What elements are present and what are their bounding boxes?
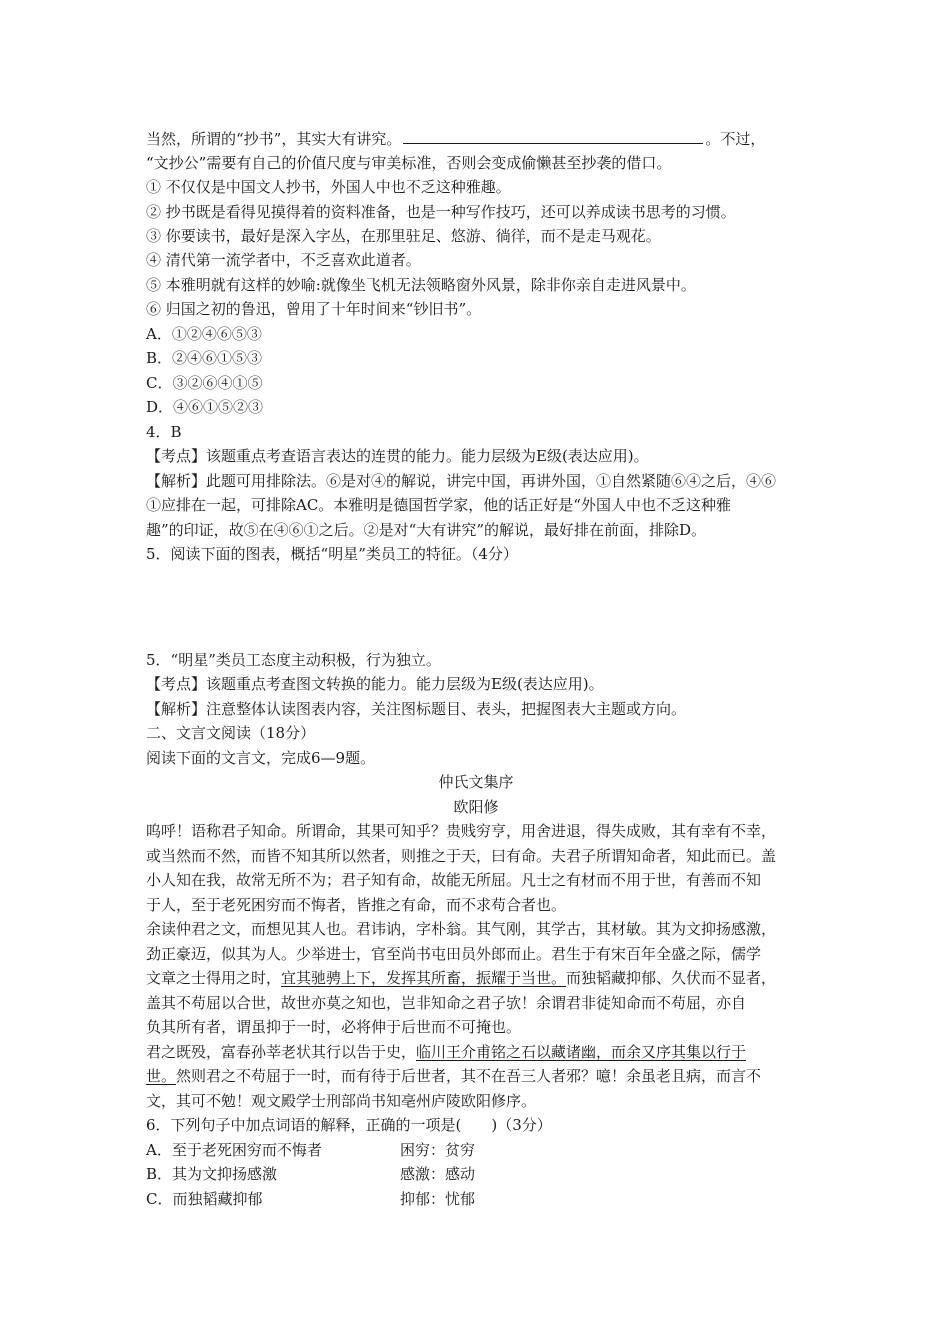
- answer-4-jiexi-1: 【解析】此题可用排除法。⑥是对④的解说，讲完中国，再讲外国，①自然紧随⑥④之后，④⑥: [146, 472, 777, 490]
- q3-sentence-2: ② 抄书既是看得见摸得着的资料准备，也是一种写作技巧，还可以养成读书思考的习惯。: [146, 203, 736, 221]
- q6-option-c: [146, 1187, 806, 1212]
- passage-p1-line-1: 呜呼！语称君子知命。所谓命，其果可知乎？贵贱穷亨，用舍进退，得失成败，其有幸有不幸，: [146, 822, 777, 840]
- passage-p2-line-3-head: 文章之士得用之时，: [146, 969, 282, 987]
- passage-p3-line-2-tail: 然则君之不苟屈于一时，而有待于后世者，其不在吾三人者邪？噫！余虽老且病，而言不: [176, 1067, 762, 1085]
- q3-option-b: B．②④⑥①⑤③: [146, 349, 263, 367]
- passage-p1-line-2: 或当然而不然，而皆不知其所以然者，则推之于天，曰有命。夫君子所谓知命者，知此而已。盖: [146, 847, 777, 865]
- passage-p2-line-3: [146, 966, 806, 991]
- passage-p2-line-4: 盖其不苟屈以合世，故世亦莫之知也，岂非知命之君子欤！余谓君非徒知命而不苟屈，亦自: [146, 994, 747, 1012]
- answer-4: 4．B: [146, 423, 182, 441]
- underlined-sentence-2-end: 世。: [146, 1067, 177, 1085]
- passage-p3-line-1: [146, 1040, 806, 1065]
- passage-author: 欧阳修: [453, 798, 499, 816]
- passage-title: 仲氏文集序: [438, 773, 514, 791]
- answer-4-jiexi-3: 趣”的印证，故⑤在④⑥①之后。②是对“大有讲究”的解说，最好排在前面，排除D。: [146, 521, 707, 539]
- section-2-title: 二、文言文阅读（18分）: [146, 724, 316, 742]
- question-6: 6．下列句子中加点词语的解释，正确的一项是( )（3分）: [146, 1116, 552, 1134]
- question-5: 5．阅读下面的图表，概括“明星”类员工的特征。（4分）: [146, 545, 518, 563]
- q3-sentence-3: ③ 你要读书，最好是深入字丛，在那里驻足、悠游、徜徉，而不是走马观花。: [146, 227, 661, 245]
- fill-in-blank: [403, 128, 703, 144]
- q6-option-a-value: 困穷：贫穷: [400, 1141, 476, 1159]
- q3-option-c: C．③②⑥④①⑤: [146, 374, 263, 392]
- q6-option-a: [146, 1138, 806, 1163]
- q3-sentence-6: ⑥ 归国之初的鲁迅，曾用了十年时间来“钞旧书”。: [146, 300, 482, 318]
- passage-p1-line-3: 小人知在我，故常无所不为；君子知有命，故能无所屈。凡士之有材而不用于世，有善而不知: [146, 871, 762, 889]
- underlined-sentence-1: 宜其驰骋上下，发挥其所畜，振耀于当世。: [281, 969, 567, 987]
- q3-option-a: A．①②④⑥⑤③: [146, 325, 262, 343]
- answer-5-jiexi: 【解析】注意整体认读图表内容，关注图标题目、表头，把握图表大主题或方向。: [146, 700, 687, 718]
- passage-p2-line-1: 余读仲君之文，而想见其人也。君讳讷，字朴翁。其气刚，其学古，其材敏。其为文抑扬感激，: [146, 920, 777, 938]
- q3-sentence-1: ① 不仅仅是中国文人抄书，外国人中也不乏这种雅趣。: [146, 178, 511, 196]
- answer-5: 5．“明星”类员工态度主动积极，行为独立。: [146, 651, 441, 669]
- section-2-instruction: 阅读下面的文言文，完成6—9题。: [146, 749, 376, 767]
- answer-5-kaodian: 【考点】该题重点考查图文转换的能力。能力层级为E级(表达应用)。: [146, 675, 604, 693]
- underlined-sentence-2: 临川王介甫铭之石以藏诸幽，而余又序其集以行于: [416, 1043, 747, 1061]
- q6-option-a-label: A．至于老死困穷而不悔者: [146, 1141, 322, 1159]
- q3-line-1-tail: 。不过，: [705, 130, 766, 148]
- q3-line-2: “文抄公”需要有自己的价值尺度与审美标准，否则会变成偷懒甚至抄袭的借口。: [146, 154, 672, 172]
- answer-4-jiexi-2: ①应排在一起，可排除AC。本雅明是德国哲学家，他的话正好是“外国人中也不乏这种雅: [146, 496, 731, 514]
- passage-p3-line-3: 文，其可不勉！观文殿学士刑部尚书知亳州庐陵欧阳修序。: [146, 1092, 537, 1110]
- q3-sentence-4: ④ 清代第一流学者中，不乏喜欢此道者。: [146, 251, 421, 269]
- passage-p2-line-3-tail: 而独韬藏抑郁、久伏而不显者，: [566, 969, 777, 987]
- q3-line-1: [146, 127, 806, 152]
- q6-option-b-value: 感激：感动: [400, 1165, 476, 1183]
- answer-4-kaodian: 【考点】该题重点考查语言表达的连贯的能力。能力层级为E级(表达应用)。: [146, 447, 649, 465]
- q6-option-b-label: B．其为文抑扬感激: [146, 1165, 278, 1183]
- passage-p2-line-5: 负其所有者，谓虽抑于一时，必将伸于后世而不可掩也。: [146, 1018, 522, 1036]
- passage-p1-line-4: 于人，至于老死困穷而不悔者，皆推之有命，而不求苟合者也。: [146, 896, 567, 914]
- passage-p3-line-2: [146, 1064, 806, 1089]
- q3-line-1-text: 当然，所谓的“抄书”，其实大有讲究。: [146, 130, 402, 148]
- q6-option-c-value: 抑郁：忧郁: [400, 1190, 476, 1208]
- q3-sentence-5: ⑤ 本雅明就有这样的妙喻:就像坐飞机无法领略窗外风景，除非你亲自走进风景中。: [146, 276, 696, 294]
- q6-option-c-label: C．而独韬藏抑郁: [146, 1190, 263, 1208]
- passage-p3-line-1-head: 君之既殁，富春孙莘老状其行以告于史，: [146, 1043, 417, 1061]
- passage-p2-line-2: 劲正豪迈，似其为人。少举进士，官至尚书屯田员外郎而止。君生于有宋百年全盛之际，儒学: [146, 945, 762, 963]
- q6-option-b: [146, 1162, 806, 1187]
- q3-option-d: D．④⑥①⑤②③: [146, 398, 264, 416]
